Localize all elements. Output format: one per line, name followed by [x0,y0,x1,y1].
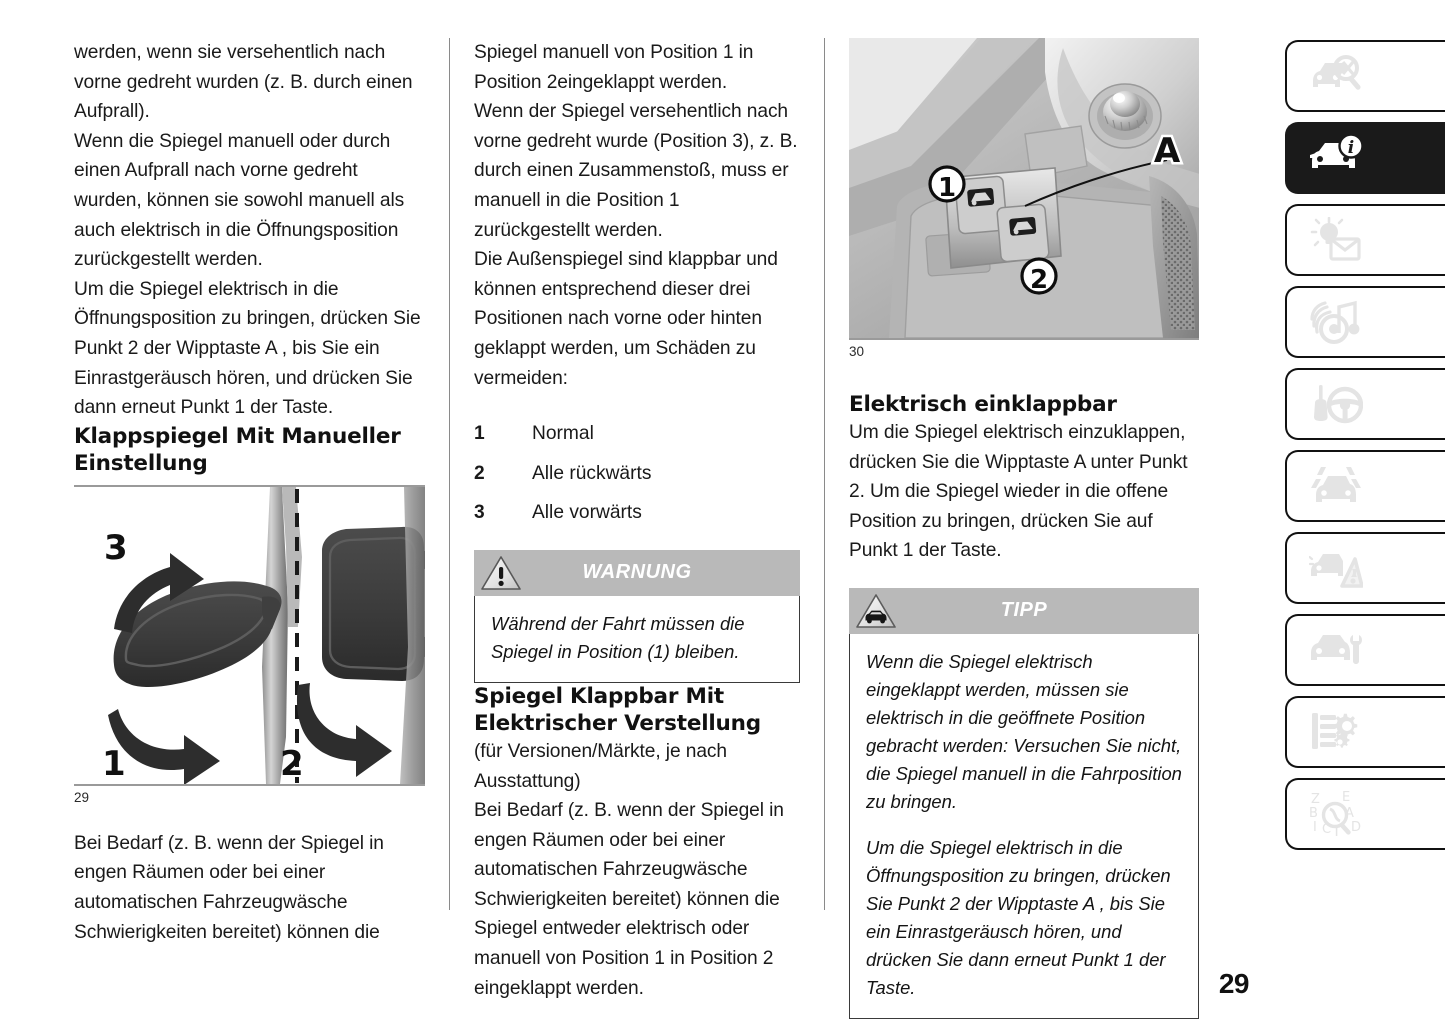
list-item [474,459,800,489]
warning-triangle-icon [480,554,522,592]
tab-vehicle-overview[interactable] [1285,40,1445,112]
svg-text:I: I [1313,820,1317,835]
warning-text: Während der Fahrt müssen die Spiegel in Position (1) bleiben. [491,612,745,662]
legend-label: Normal [532,423,594,445]
paragraph: (für Versionen/Märkte, je nach Ausstattung) [474,740,727,792]
figure-caption: 30 [849,344,865,359]
column-two [449,38,824,999]
warning-callout-header [474,550,800,596]
svg-text:1: 1 [937,173,957,203]
tab-technical-specifications[interactable] [1285,696,1445,768]
tab-vehicle-info[interactable] [1285,122,1445,194]
tab-driver-assistance[interactable] [1285,450,1445,522]
section-heading-elektrisch-einklappbar: Elektrisch einklappbar [849,392,1117,417]
tab-starting-driving[interactable] [1285,368,1445,440]
list-item [474,419,800,449]
alphabet-index-magnifier-icon [1309,791,1363,837]
svg-text:1: 1 [102,743,126,784]
svg-text:A: A [1153,131,1181,171]
figure-29 [74,485,425,807]
legend-number: 3 [474,502,485,524]
tip-callout [849,588,1199,1019]
car-wrench-icon [1309,627,1363,673]
paragraph: werden, wenn sie versehentlich nach vorne gedreht wurden (z. B. durch einen Aufprall). [74,42,413,123]
car-info-icon [1309,135,1363,181]
legend-number: 1 [474,423,485,445]
svg-text:A: A [1345,806,1354,821]
figure-bottom-rule [849,338,1199,340]
tip-car-triangle-icon [855,592,897,630]
tab-emergency[interactable] [1285,532,1445,604]
tip-callout-header [849,588,1199,634]
paragraph: Wenn die Spiegel manuell oder durch einen Aufprall nach vorne gedreht wurden, können sie sowohl manuell als auch elektrisch in die Öffnungsposition zurückgestellt werden. [74,130,405,271]
tip-text: Wenn die Spiegel elektrisch eingeklappt werden, müssen sie elektrisch in die geöffnete Position gebracht werden: Versuchen Sie nicht, die Spiegel manuell in die Fahrposition zu bringen. [866,650,1182,812]
figure-29-image [74,487,425,784]
section-heading-klappspiegel: Klappspiegel Mit Manueller Einstellung [74,423,401,476]
tab-alphabetical-index[interactable] [1285,778,1445,850]
legend-label: Alle rückwärts [532,462,652,484]
page-number: 29 [1218,968,1249,999]
tip-callout-body [849,634,1199,1019]
paragraph: Bei Bedarf (z. B. wenn der Spiegel in engen Räumen oder bei einer automatischen Fahrzeugwäsche Schwierigkeiten bereitet) können die [74,832,384,943]
svg-text:B: B [1309,806,1318,821]
gearshift-steering-wheel-icon [1309,381,1363,427]
three-column-layout [74,38,1274,999]
svg-text:3: 3 [104,527,128,568]
tip-text: Um die Spiegel elektrisch in die Öffnungsposition zu bringen, drücken Sie Punkt 2 der Wipptaste A , bis Sie ein Einrastgeräusch hören, und drücken Sie dann erneut Punkt 1 der Taste. [866,836,1171,998]
column-one [74,38,449,943]
figure-30-image [849,38,1199,338]
lamp-envelope-icon [1309,217,1363,263]
signal-music-icon [1309,299,1363,345]
tab-maintenance[interactable] [1285,614,1445,686]
warning-callout-body [474,596,800,683]
paragraph: Wenn der Spiegel versehentlich nach vorne gedreht wurde (Position 3), z. B. durch einen Zusammenstoß, muss er manuell in die Position 1 zurückgestellt werden. [474,101,798,241]
warning-title: WARNUNG [582,561,692,584]
svg-text:T: T [1332,822,1342,837]
svg-text:E: E [1342,791,1351,805]
door-panel-controls-photo [849,38,1199,338]
mirror-fold-illustration [74,487,425,784]
list-item [474,498,800,528]
tab-warning-lights-messages[interactable] [1285,204,1445,276]
tip-title: TIPP [1000,599,1048,622]
position-legend-list [474,419,800,528]
paragraph: Die Außenspiegel sind klappbar und können entsprechend dieser drei Positionen nach vorne oder hinten geklappt werden, um Schäden zu vermeiden: [474,249,778,389]
tab-infotainment[interactable] [1285,286,1445,358]
figure-caption: 29 [74,789,90,805]
paragraph: Spiegel manuell von Position 1 in Position 2eingeklappt werden. [474,42,754,93]
list-gears-icon [1309,709,1363,755]
car-warning-triangle-icon [1309,545,1363,591]
paragraph: Um die Spiegel elektrisch in die Öffnungsposition zu bringen, drücken Sie Punkt 2 der Wipptaste A , bis Sie ein Einrastgeräusch hören, und drücken Sie dann erneut Punkt 1 der Taste. [74,278,421,419]
car-magnifier-icon [1309,53,1363,99]
legend-label: Alle vorwärts [532,502,642,524]
svg-text:Z: Z [1311,792,1320,807]
figure-30 [849,38,1199,361]
chapter-tab-strip [1285,40,1445,860]
svg-text:2: 2 [1029,265,1049,295]
car-lane-icon [1309,463,1363,509]
paragraph: Um die Spiegel elektrisch einzuklappen, drücken Sie die Wipptaste A unter Punkt 2. Um die Spiegel wieder in die offene Position zu bringen, drücken Sie auf Punkt 1 der Taste. [849,422,1188,562]
svg-text:D: D [1351,820,1362,835]
paragraph: Bei Bedarf (z. B. wenn der Spiegel in engen Räumen oder bei einer automatischen Fahrzeugwäsche Schwierigkeiten bereitet) können die Spiegel entweder elektrisch oder manuell von Position 1 in Position 2 eingeklappt werden. [474,800,784,999]
section-heading-spiegel-klappbar: Spiegel Klappbar Mit Elektrischer Verstellung [474,683,761,736]
svg-text:2: 2 [280,743,304,784]
legend-number: 2 [474,462,485,484]
figure-bottom-rule [74,784,425,786]
warning-callout [474,550,800,683]
svg-text:C: C [1322,822,1332,837]
column-three [824,38,1199,998]
svg-text:i: i [1347,138,1355,158]
